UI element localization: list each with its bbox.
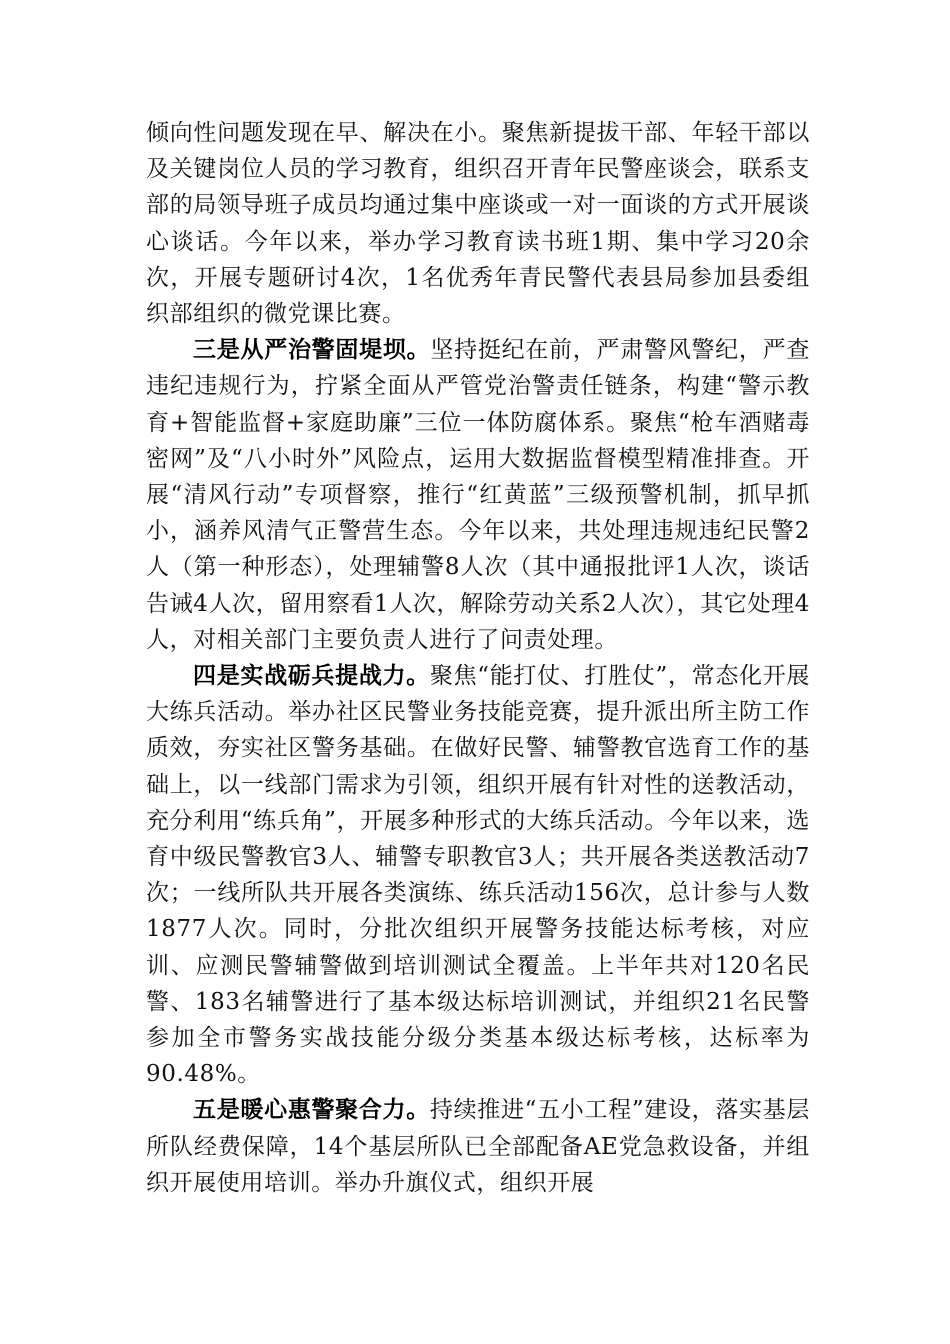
body-text [146,115,810,1201]
paragraph-continuation [146,115,810,332]
paragraph-text: 倾向性问题发现在早、解决在小。聚焦新提拔干部、年轻干部以及关键岗位人员的学习教育，组织召开青年民警座谈会，联系支部的局领导班子成员均通过集中座谈或一对一面谈的方式开展谈心谈话。今年以来，举办学习教育读书班1期、集中学习20余次，开展专题研讨4次，1名优秀年青民警代表县局参加县委组织部组织的微党课比赛。 [146,120,810,328]
paragraph-training [146,658,810,1092]
paragraph-heading: 五是暖心惠警聚合力。 [193,1096,430,1124]
paragraph-text: 持续推进“五小工程”建设，落实基层所队经费保障，14个基层所队已全部配备AE党急救设备，并组织开展使用培训。举办升旗仪式，组织开展 [146,1097,811,1196]
paragraph-welfare [146,1092,810,1201]
paragraph-discipline [146,332,810,658]
paragraph-text: 坚持挺纪在前，严肃警风警纪，严查违纪违规行为，拧紧全面从严管党治警责任链条，构建“警示教育+智能监督+家庭助廉”三位一体防腐体系。聚焦“枪车酒赌毒密网”及“八小时外”风险点，运用大数据监督模型精准排查。开展“清风行动”专项督察，推行“红黄蓝”三级预警机制，抓早抓小，涵养风清气正警营生态。今年以来，共处理违规违纪民警2人（第一种形态），处理辅警8人次（其中通报批评1人次，谈话告诫4人次，留用察看1人次，解除劳动关系2人次），其它处理4人，对相关部门主要负责人进行了问责处理。 [146,337,810,653]
paragraph-heading: 三是从严治警固堤坝。 [193,336,431,364]
paragraph-heading: 四是实战砺兵提战力。 [193,662,430,690]
paragraph-text: 聚焦“能打仗、打胜仗”，常态化开展大练兵活动。举办社区民警业务技能竞赛，提升派出所主防工作质效，夯实社区警务基础。在做好民警、辅警教官选育工作的基础上，以一线部门需求为引领，组织开展有针对性的送教活动，充分利用“练兵角”，开展多种形式的大练兵活动。今年以来，选育中级民警教官3人、辅警专职教官3人；共开展各类送教活动7次；一线所队共开展各类演练、练兵活动156次，总计参与人数1877人次。同时，分批次组织开展警务技能达标考核，对应训、应测民警辅警做到培训测试全覆盖。上半年共对120名民警、183名辅警进行了基本级达标培训测试，并组织21名民警参加全市警务实战技能分级分类基本级达标考核，达标率为90.48%。 [146,663,811,1088]
